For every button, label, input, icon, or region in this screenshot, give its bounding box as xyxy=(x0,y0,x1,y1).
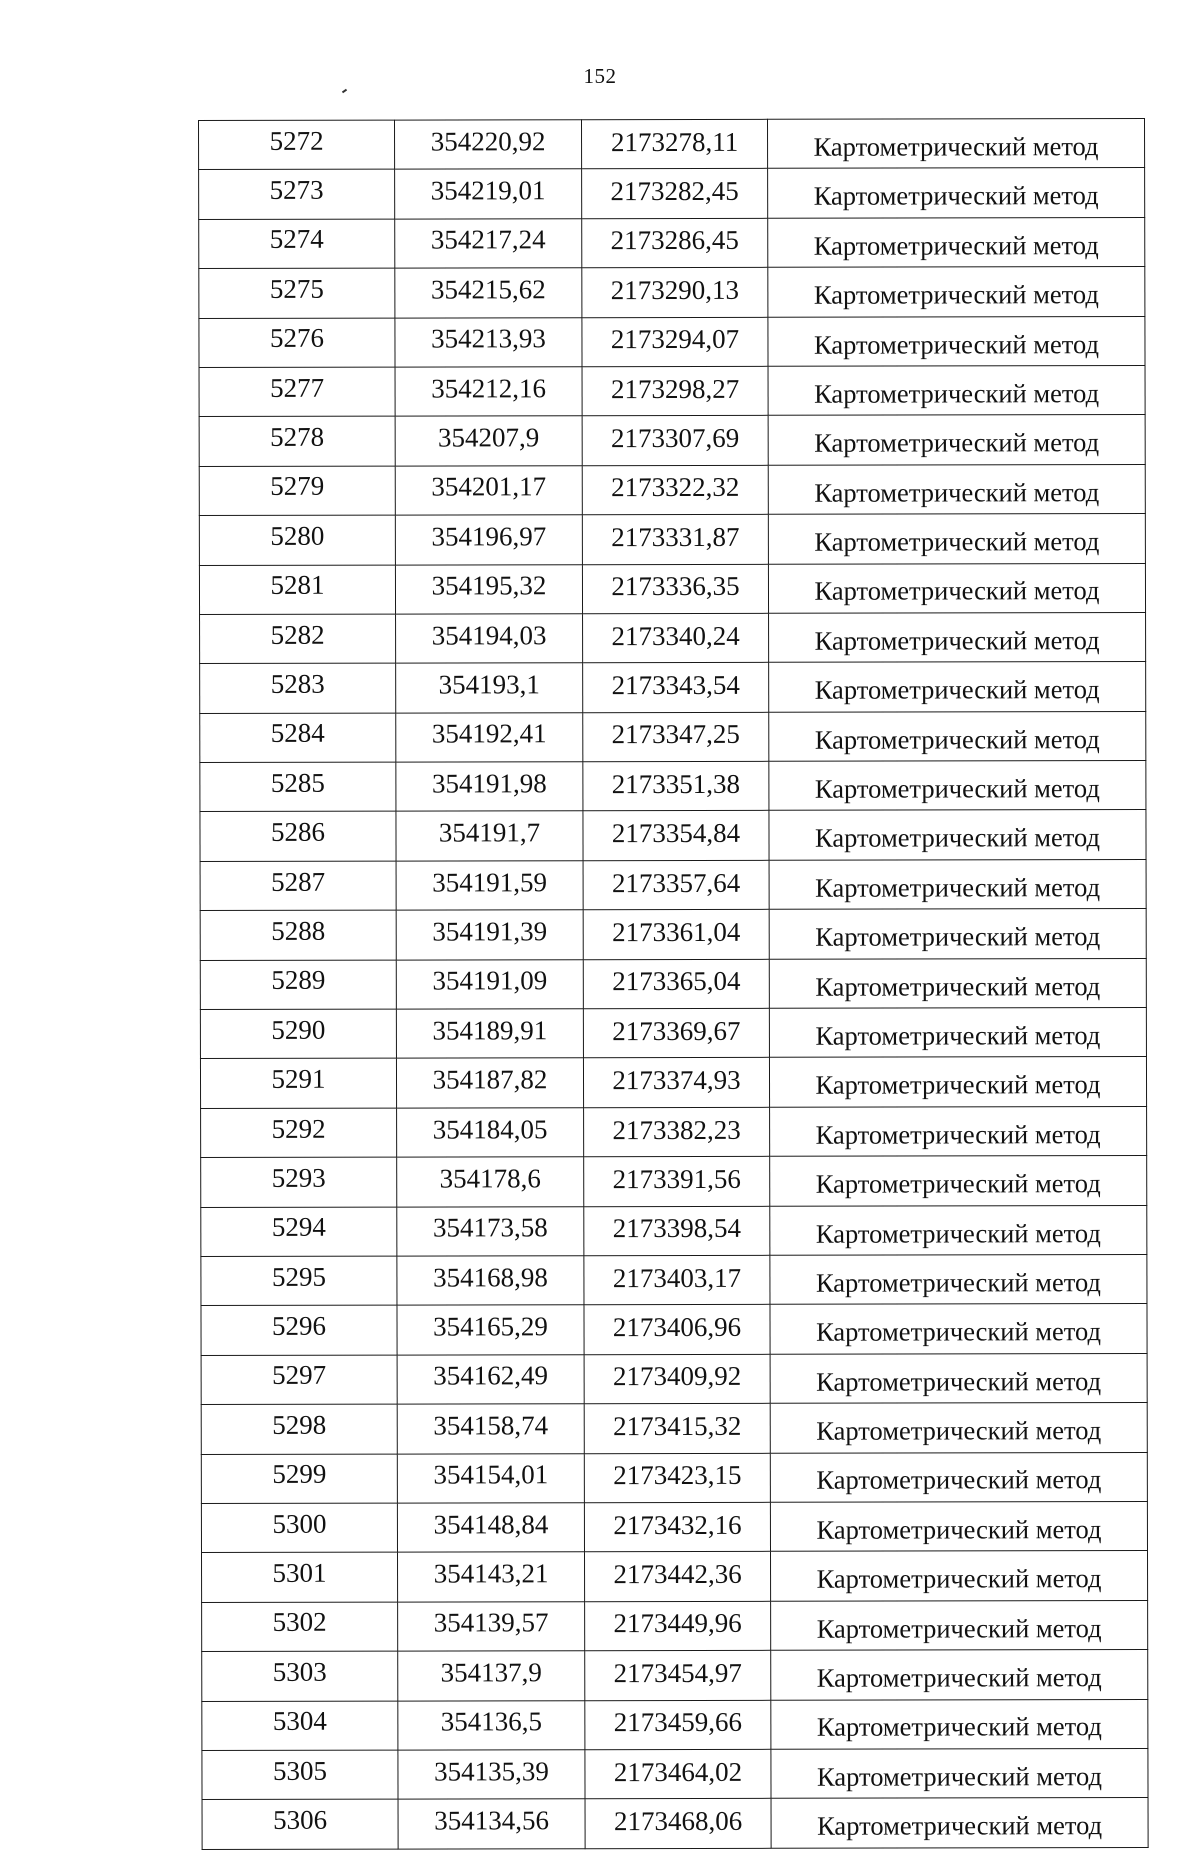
cell-y: 2173286,45 xyxy=(582,218,768,268)
cell-y: 2173391,56 xyxy=(584,1157,770,1207)
cell-method: Картометрический метод xyxy=(768,464,1145,514)
cell-y: 2173409,92 xyxy=(584,1354,770,1404)
table-row xyxy=(202,1748,1148,1799)
cell-x: 354219,01 xyxy=(395,169,582,219)
cell-point: 5299 xyxy=(201,1454,397,1504)
cell-point: 5280 xyxy=(199,515,395,565)
cell-x: 354193,1 xyxy=(396,663,583,713)
cell-method: Картометрический метод xyxy=(771,1748,1148,1798)
cell-x: 354217,24 xyxy=(395,218,582,268)
cell-x: 354173,58 xyxy=(397,1206,584,1256)
table-row xyxy=(201,1304,1147,1355)
cell-x: 354191,59 xyxy=(396,861,583,911)
cell-y: 2173464,02 xyxy=(585,1749,771,1799)
cell-point: 5304 xyxy=(202,1701,398,1751)
cell-x: 354195,32 xyxy=(395,564,582,614)
table-row xyxy=(200,909,1146,960)
table-row xyxy=(201,1353,1147,1404)
cell-x: 354184,05 xyxy=(397,1108,584,1158)
coordinates-table-body xyxy=(199,119,1149,1850)
cell-point: 5289 xyxy=(200,960,396,1010)
table-row xyxy=(201,1452,1147,1503)
cell-y: 2173343,54 xyxy=(583,663,769,713)
cell-y: 2173398,54 xyxy=(584,1206,770,1256)
cell-method: Картометрический метод xyxy=(769,909,1146,959)
scan-mark xyxy=(342,89,347,94)
cell-point: 5301 xyxy=(202,1552,398,1602)
cell-point: 5287 xyxy=(200,861,396,911)
cell-y: 2173294,07 xyxy=(582,317,768,367)
cell-x: 354191,39 xyxy=(396,910,583,960)
cell-y: 2173354,84 xyxy=(583,811,769,861)
cell-method: Картометрический метод xyxy=(771,1699,1148,1749)
cell-x: 354139,57 xyxy=(398,1601,585,1651)
cell-method: Картометрический метод xyxy=(768,514,1145,564)
cell-y: 2173290,13 xyxy=(582,267,768,317)
cell-method: Картометрический метод xyxy=(769,612,1146,662)
cell-method: Картометрический метод xyxy=(768,316,1145,366)
cell-y: 2173298,27 xyxy=(582,366,768,416)
cell-x: 354215,62 xyxy=(395,268,582,318)
table-row xyxy=(199,514,1145,565)
cell-method: Картометрический метод xyxy=(768,415,1145,465)
cell-x: 354158,74 xyxy=(397,1404,584,1454)
cell-x: 354196,97 xyxy=(395,515,582,565)
cell-method: Картометрический метод xyxy=(770,1403,1147,1453)
cell-y: 2173307,69 xyxy=(582,416,768,466)
table-row xyxy=(200,1008,1146,1059)
cell-x: 354178,6 xyxy=(397,1157,584,1207)
cell-method: Картометрический метод xyxy=(770,1254,1147,1304)
cell-y: 2173351,38 xyxy=(583,761,769,811)
cell-y: 2173340,24 xyxy=(583,613,769,663)
cell-point: 5282 xyxy=(200,614,396,664)
cell-y: 2173282,45 xyxy=(582,169,768,219)
table-row xyxy=(202,1551,1148,1602)
cell-point: 5285 xyxy=(200,762,396,812)
cell-x: 354187,82 xyxy=(396,1058,583,1108)
table-row xyxy=(201,1106,1147,1157)
cell-method: Картометрический метод xyxy=(771,1798,1148,1848)
cell-method: Картометрический метод xyxy=(770,1156,1147,1206)
cell-y: 2173382,23 xyxy=(584,1107,770,1157)
table-row xyxy=(200,958,1146,1009)
cell-y: 2173442,36 xyxy=(585,1552,771,1602)
cell-x: 354154,01 xyxy=(397,1453,584,1503)
cell-point: 5306 xyxy=(202,1799,398,1849)
cell-x: 354207,9 xyxy=(395,416,582,466)
cell-x: 354212,16 xyxy=(395,367,582,417)
table-row xyxy=(200,859,1146,910)
table-row xyxy=(200,662,1146,713)
cell-x: 354191,09 xyxy=(396,959,583,1009)
cell-method: Картометрический метод xyxy=(769,958,1146,1008)
cell-y: 2173369,67 xyxy=(583,1008,769,1058)
cell-y: 2173432,16 xyxy=(584,1502,770,1552)
cell-point: 5288 xyxy=(200,910,396,960)
cell-point: 5274 xyxy=(199,219,395,269)
cell-y: 2173468,06 xyxy=(585,1799,771,1849)
cell-y: 2173454,97 xyxy=(585,1650,771,1700)
cell-method: Картометрический метод xyxy=(768,365,1145,415)
table-row xyxy=(201,1156,1147,1207)
cell-point: 5273 xyxy=(199,169,395,219)
cell-x: 354201,17 xyxy=(395,465,582,515)
table-row xyxy=(199,267,1145,318)
cell-method: Картометрический метод xyxy=(768,563,1145,613)
cell-point: 5302 xyxy=(202,1602,398,1652)
cell-method: Картометрический метод xyxy=(770,1452,1147,1502)
cell-point: 5298 xyxy=(201,1404,397,1454)
table-row xyxy=(201,1403,1147,1454)
cell-method: Картометрический метод xyxy=(770,1501,1147,1551)
cell-point: 5276 xyxy=(199,318,395,368)
cell-point: 5283 xyxy=(200,663,396,713)
cell-method: Картометрический метод xyxy=(768,168,1145,218)
cell-method: Картометрический метод xyxy=(770,1205,1147,1255)
cell-x: 354191,7 xyxy=(396,811,583,861)
cell-y: 2173365,04 xyxy=(583,959,769,1009)
cell-x: 354137,9 xyxy=(398,1651,585,1701)
cell-method: Картометрический метод xyxy=(770,1106,1147,1156)
cell-y: 2173278,11 xyxy=(582,119,768,169)
cell-y: 2173449,96 xyxy=(585,1601,771,1651)
cell-x: 354213,93 xyxy=(395,317,582,367)
cell-point: 5305 xyxy=(202,1750,398,1800)
table-row xyxy=(199,119,1145,170)
cell-y: 2173406,96 xyxy=(584,1305,770,1355)
cell-point: 5294 xyxy=(201,1207,397,1257)
table-row xyxy=(202,1699,1148,1750)
cell-point: 5295 xyxy=(201,1256,397,1306)
cell-y: 2173347,25 xyxy=(583,712,769,762)
cell-point: 5281 xyxy=(199,565,395,615)
table-row xyxy=(200,810,1146,861)
cell-x: 354136,5 xyxy=(398,1700,585,1750)
cell-y: 2173357,64 xyxy=(583,860,769,910)
cell-y: 2173415,32 xyxy=(584,1403,770,1453)
cell-y: 2173336,35 xyxy=(582,564,768,614)
cell-method: Картометрический метод xyxy=(770,1551,1147,1601)
table-row xyxy=(202,1798,1148,1849)
cell-x: 354162,49 xyxy=(397,1354,584,1404)
page-number: 152 xyxy=(583,64,617,88)
cell-point: 5278 xyxy=(199,416,395,466)
cell-method: Картометрический метод xyxy=(769,1008,1146,1058)
cell-x: 354194,03 xyxy=(396,614,583,664)
cell-point: 5303 xyxy=(202,1651,398,1701)
table-row xyxy=(199,168,1145,219)
cell-x: 354143,21 xyxy=(398,1552,585,1602)
cell-point: 5291 xyxy=(200,1059,396,1109)
table-row xyxy=(202,1600,1148,1651)
table-row xyxy=(200,711,1146,762)
cell-point: 5290 xyxy=(200,1009,396,1059)
cell-point: 5275 xyxy=(199,268,395,318)
cell-x: 354165,29 xyxy=(397,1305,584,1355)
cell-y: 2173322,32 xyxy=(582,465,768,515)
table-row xyxy=(200,612,1146,663)
cell-method: Картометрический метод xyxy=(770,1304,1147,1354)
table-row xyxy=(202,1650,1148,1701)
cell-method: Картометрический метод xyxy=(767,119,1144,169)
cell-x: 354189,91 xyxy=(396,1009,583,1059)
cell-method: Картометрический метод xyxy=(769,761,1146,811)
table-row xyxy=(200,761,1146,812)
cell-method: Картометрический метод xyxy=(769,859,1146,909)
cell-y: 2173403,17 xyxy=(584,1255,770,1305)
table-row xyxy=(199,217,1145,268)
cell-point: 5297 xyxy=(201,1355,397,1405)
cell-method: Картометрический метод xyxy=(769,1057,1146,1107)
cell-x: 354168,98 xyxy=(397,1256,584,1306)
coordinates-table xyxy=(198,118,1149,1850)
cell-y: 2173361,04 xyxy=(583,910,769,960)
cell-x: 354148,84 xyxy=(397,1503,584,1553)
cell-y: 2173423,15 xyxy=(584,1453,770,1503)
cell-x: 354192,41 xyxy=(396,712,583,762)
cell-x: 354135,39 xyxy=(398,1750,585,1800)
cell-method: Картометрический метод xyxy=(769,662,1146,712)
table-row xyxy=(199,316,1145,367)
cell-x: 354191,98 xyxy=(396,762,583,812)
table-row xyxy=(201,1501,1147,1552)
table-row xyxy=(199,563,1145,614)
cell-point: 5296 xyxy=(201,1305,397,1355)
cell-point: 5272 xyxy=(199,120,395,170)
cell-point: 5284 xyxy=(200,713,396,763)
cell-point: 5292 xyxy=(201,1108,397,1158)
cell-point: 5300 xyxy=(201,1503,397,1553)
table-row xyxy=(201,1205,1147,1256)
cell-x: 354220,92 xyxy=(395,120,582,170)
cell-method: Картометрический метод xyxy=(770,1353,1147,1403)
cell-method: Картометрический метод xyxy=(771,1650,1148,1700)
cell-point: 5277 xyxy=(199,367,395,417)
cell-x: 354134,56 xyxy=(398,1799,585,1849)
table-row xyxy=(199,464,1145,515)
table-row xyxy=(199,415,1145,466)
cell-method: Картометрический метод xyxy=(768,217,1145,267)
table-row xyxy=(201,1254,1147,1305)
cell-method: Картометрический метод xyxy=(768,267,1145,317)
table-row xyxy=(200,1057,1146,1108)
cell-method: Картометрический метод xyxy=(769,711,1146,761)
cell-method: Картометрический метод xyxy=(771,1600,1148,1650)
cell-point: 5293 xyxy=(201,1157,397,1207)
cell-point: 5279 xyxy=(199,466,395,516)
cell-y: 2173459,66 xyxy=(585,1700,771,1750)
cell-point: 5286 xyxy=(200,812,396,862)
cell-y: 2173331,87 xyxy=(582,514,768,564)
cell-y: 2173374,93 xyxy=(583,1058,769,1108)
table-row xyxy=(199,365,1145,416)
cell-method: Картометрический метод xyxy=(769,810,1146,860)
